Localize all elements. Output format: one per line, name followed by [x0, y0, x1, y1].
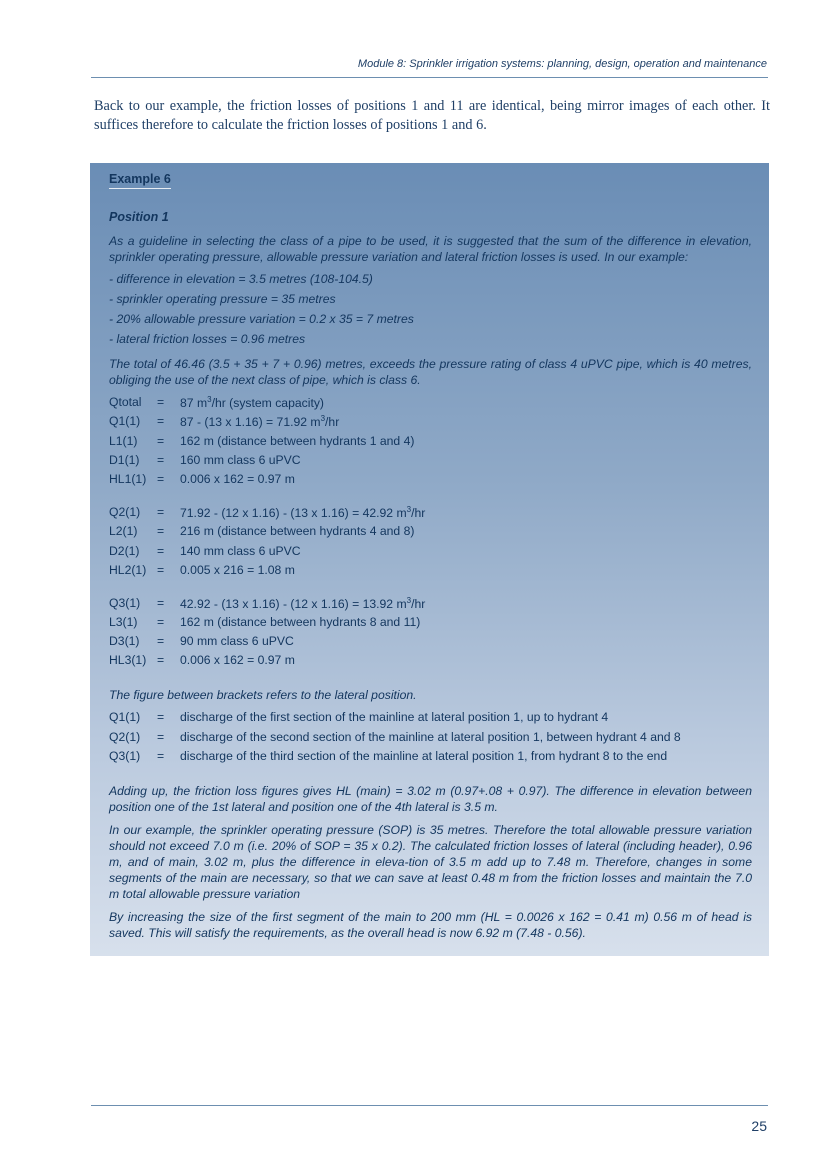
calc-label: Qtotal	[109, 395, 142, 409]
bullet-item: - lateral friction losses = 0.96 metres	[109, 332, 306, 346]
calc-value: 140 mm class 6 uPVC	[180, 544, 301, 558]
equals-sign: =	[157, 505, 165, 519]
equals-sign: =	[157, 472, 165, 486]
guideline-paragraph: As a guideline in selecting the class of a pipe to be used, it is suggested that the sum of the difference in elevation, sprinkler operating pressure, allowable pressure variation and lateral friction losses is used. In our example:	[109, 234, 752, 264]
equals-sign: =	[157, 544, 165, 558]
calc-label: L3(1)	[109, 615, 138, 629]
total-paragraph: The total of 46.46 (3.5 + 35 + 7 + 0.96) metres, exceeds the pressure rating of class 4 uPVC pipe, which is 40 metres, obliging the use of the next class of pipe, which is class 6.	[109, 357, 752, 387]
equals-sign: =	[157, 395, 165, 409]
calc-value: 0.006 x 162 = 0.97 m	[180, 653, 295, 667]
calc-value: 160 mm class 6 uPVC	[180, 453, 301, 467]
calc-value: 0.005 x 216 = 1.08 m	[180, 563, 295, 577]
equals-sign: =	[157, 710, 165, 724]
equals-sign: =	[157, 634, 165, 648]
calc-label: Q1(1)	[109, 414, 141, 428]
calc-label: HL1(1)	[109, 472, 147, 486]
definition-text: discharge of the first section of the mainline at lateral position 1, up to hydrant 4	[180, 710, 609, 724]
page-number: 25	[751, 1118, 767, 1134]
calc-value: 162 m (distance between hydrants 8 and 11)	[180, 615, 421, 629]
header-rule	[91, 77, 768, 78]
example-box	[90, 163, 769, 956]
example-title: Example 6	[109, 172, 171, 189]
equals-sign: =	[157, 730, 165, 744]
equals-sign: =	[157, 596, 165, 610]
calc-value: 42.92 - (13 x 1.16) - (12 x 1.16) = 13.92 $m^3/hr$	[180, 596, 426, 611]
sop-paragraph: In our example, the sprinkler operating pressure (SOP) is 35 metres. Therefore the total allowable pressure variation should not exceed 7.0 m (i.e. 20% of SOP = 35 x 0.2). The calculated friction losses of lateral (including header), 0.96 m, and of main, 3.02 m, plus the difference in eleva-tion of 3.5 m add up to 7.48 m. Therefore, changes in some segments of the main are necessary, so that we can save at least 0.48 m from the friction losses and maintain the 7.0 m total allowable pressure variation	[109, 823, 752, 901]
calc-label: L2(1)	[109, 524, 138, 538]
definition-text: discharge of the third section of the mainline at lateral position 1, from hydrant 8 to the end	[180, 749, 668, 763]
definition-text: discharge of the second section of the mainline at lateral position 1, between hydrant 4 and 8	[180, 730, 681, 744]
calc-label: D2(1)	[109, 544, 140, 558]
calc-value: 90 mm class 6 uPVC	[180, 634, 294, 648]
increase-paragraph: By increasing the size of the first segment of the main to 200 mm (HL = 0.0026 x 162 = 0.41 m) 0.56 m of head is saved. This will satisfy the requirements, as the overall head is now 6.92 m (7.48 - 0.56).	[109, 910, 752, 940]
bullet-item: - 20% allowable pressure variation = 0.2 x 35 = 7 metres	[109, 312, 414, 326]
calc-label: D3(1)	[109, 634, 140, 648]
equals-sign: =	[157, 453, 165, 467]
equals-sign: =	[157, 615, 165, 629]
definition-label: Q3(1)	[109, 749, 141, 763]
running-header: Module 8: Sprinkler irrigation systems: planning, design, operation and maintenance	[357, 58, 767, 70]
intro-paragraph: Back to our example, the friction losses of positions 1 and 11 are identical, being mirror images of each other. It suffices therefore to calculate the friction losses of positions 1 and 6.	[94, 98, 770, 133]
calc-value: 87 - (13 x 1.16) = 71.92 $m^3/hr$	[180, 414, 340, 429]
calc-label: HL3(1)	[109, 653, 147, 667]
equals-sign: =	[157, 434, 165, 448]
definition-label: Q2(1)	[109, 730, 141, 744]
calc-label: Q2(1)	[109, 505, 141, 519]
calc-label: Q3(1)	[109, 596, 141, 610]
calc-value: 87 $m^3/hr$ (system capacity)	[180, 395, 324, 410]
calc-value: 0.006 x 162 = 0.97 m	[180, 472, 295, 486]
adding-up-paragraph: Adding up, the friction loss figures gives HL (main) = 3.02 m (0.97+.08 + 0.97). The difference in elevation between position one of the 1st lateral and position one of the 4th lateral is 3.5 m.	[109, 784, 752, 814]
equals-sign: =	[157, 563, 165, 577]
calc-label: L1(1)	[109, 434, 138, 448]
bullet-item: - difference in elevation = 3.5 metres (108-104.5)	[109, 272, 373, 286]
equals-sign: =	[157, 524, 165, 538]
equals-sign: =	[157, 414, 165, 428]
equals-sign: =	[157, 653, 165, 667]
calc-label: D1(1)	[109, 453, 140, 467]
calc-value: 71.92 - (12 x 1.16) - (13 x 1.16) = 42.92 $m^3/hr$	[180, 505, 426, 520]
definition-label: Q1(1)	[109, 710, 141, 724]
footer-rule	[91, 1105, 768, 1106]
brackets-note: The figure between brackets refers to the lateral position.	[109, 688, 417, 702]
equals-sign: =	[157, 749, 165, 763]
bullet-item: - sprinkler operating pressure = 35 metres	[109, 292, 336, 306]
calc-label: HL2(1)	[109, 563, 147, 577]
calc-value: 162 m (distance between hydrants 1 and 4)	[180, 434, 415, 448]
calc-value: 216 m (distance between hydrants 4 and 8)	[180, 524, 415, 538]
position-title: Position 1	[109, 210, 169, 224]
